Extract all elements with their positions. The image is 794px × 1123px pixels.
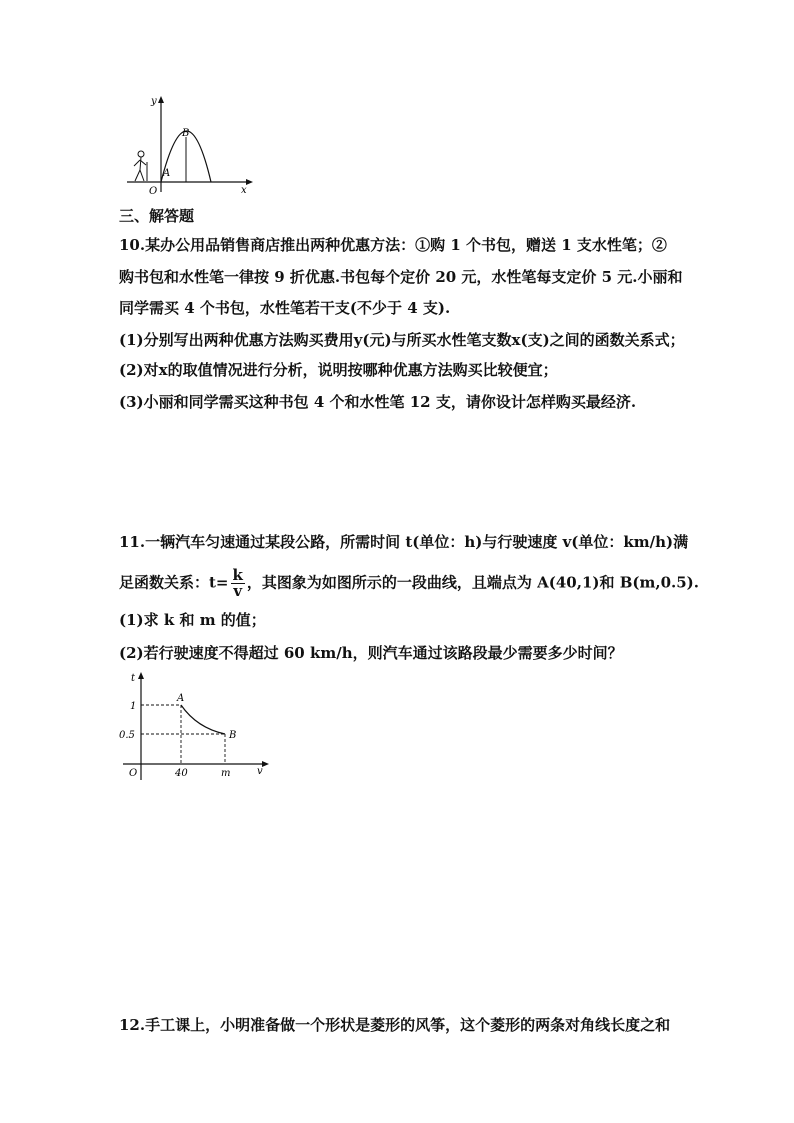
point-b-label: B [229,730,237,741]
origin-label: O [129,768,138,779]
q11-line-4: (2)若行驶速度不得超过 60 km/h，则汽车通过该路段最少需要多少时间？ [119,644,623,662]
time-speed-graph [115,670,275,785]
point-b-label: B [182,128,190,139]
point-a-label: A [177,693,185,704]
parabola-figure [125,92,255,197]
q11-line-3: (1)求 k 和 m 的值； [119,611,266,629]
y-axis-arrow [158,96,164,103]
tick-label-m: m [221,768,231,779]
t-axis-label: t [131,673,136,684]
section-title: 三、解答题 [119,207,195,225]
q10-line-3: 同学需买 4 个书包，水性笔若干支(不少于 4 支). [119,299,451,317]
tick-label-1: 1 [130,701,137,712]
x-axis-arrow [246,179,253,185]
q12-line-1: 12.手工课上，小明准备做一个形状是菱形的风筝，这个菱形的两条对角线长度之和 [119,1016,671,1034]
q10-line-6: (3)小丽和同学需买这种书包 4 个和水性笔 12 支，请你设计怎样购买最经济. [119,393,637,411]
x-axis-label: x [241,185,247,196]
q11-line-2-post: ，其图象为如图所示的一段曲线，且端点为 A(40,1)和 B(m,0.5). [246,573,700,592]
q10-line-4: (1)分别写出两种优惠方法购买费用y(元)与所买水性笔支数x(支)之间的函数关系式； [119,331,685,349]
point-a-label: A [163,168,171,179]
tick-label-40: 40 [175,768,188,779]
y-axis-label: y [151,96,157,107]
q11-line-2-pre: 足函数关系：t= [119,573,229,592]
t-axis-arrow [138,672,144,679]
fraction-denominator: v [233,582,243,600]
q11-line-2 [119,568,699,599]
fraction-numerator: k [232,566,243,584]
formula-fraction [231,568,245,599]
q10-line-2: 购书包和水性笔一律按 9 折优惠.书包每个定价 20 元，水性笔每支定价 5 元.小丽和 [119,268,683,286]
v-axis-arrow [262,761,269,767]
q11-line-1: 11.一辆汽车匀速通过某段公路，所需时间 t(单位：h)与行驶速度 v(单位：km/h)满 [119,533,689,551]
q10-line-1: 10.某办公用品销售商店推出两种优惠方法：①购 1 个书包，赠送 1 支水性笔；② [119,236,667,254]
origin-label: O [149,186,158,197]
tick-label-0-5: 0.5 [119,730,135,741]
hyperbola-curve [181,705,225,734]
person-icon [134,151,147,181]
v-axis-label: v [257,766,263,777]
q10-line-5: (2)对x的取值情况进行分析，说明按哪种优惠方法购买比较便宜； [119,361,558,379]
